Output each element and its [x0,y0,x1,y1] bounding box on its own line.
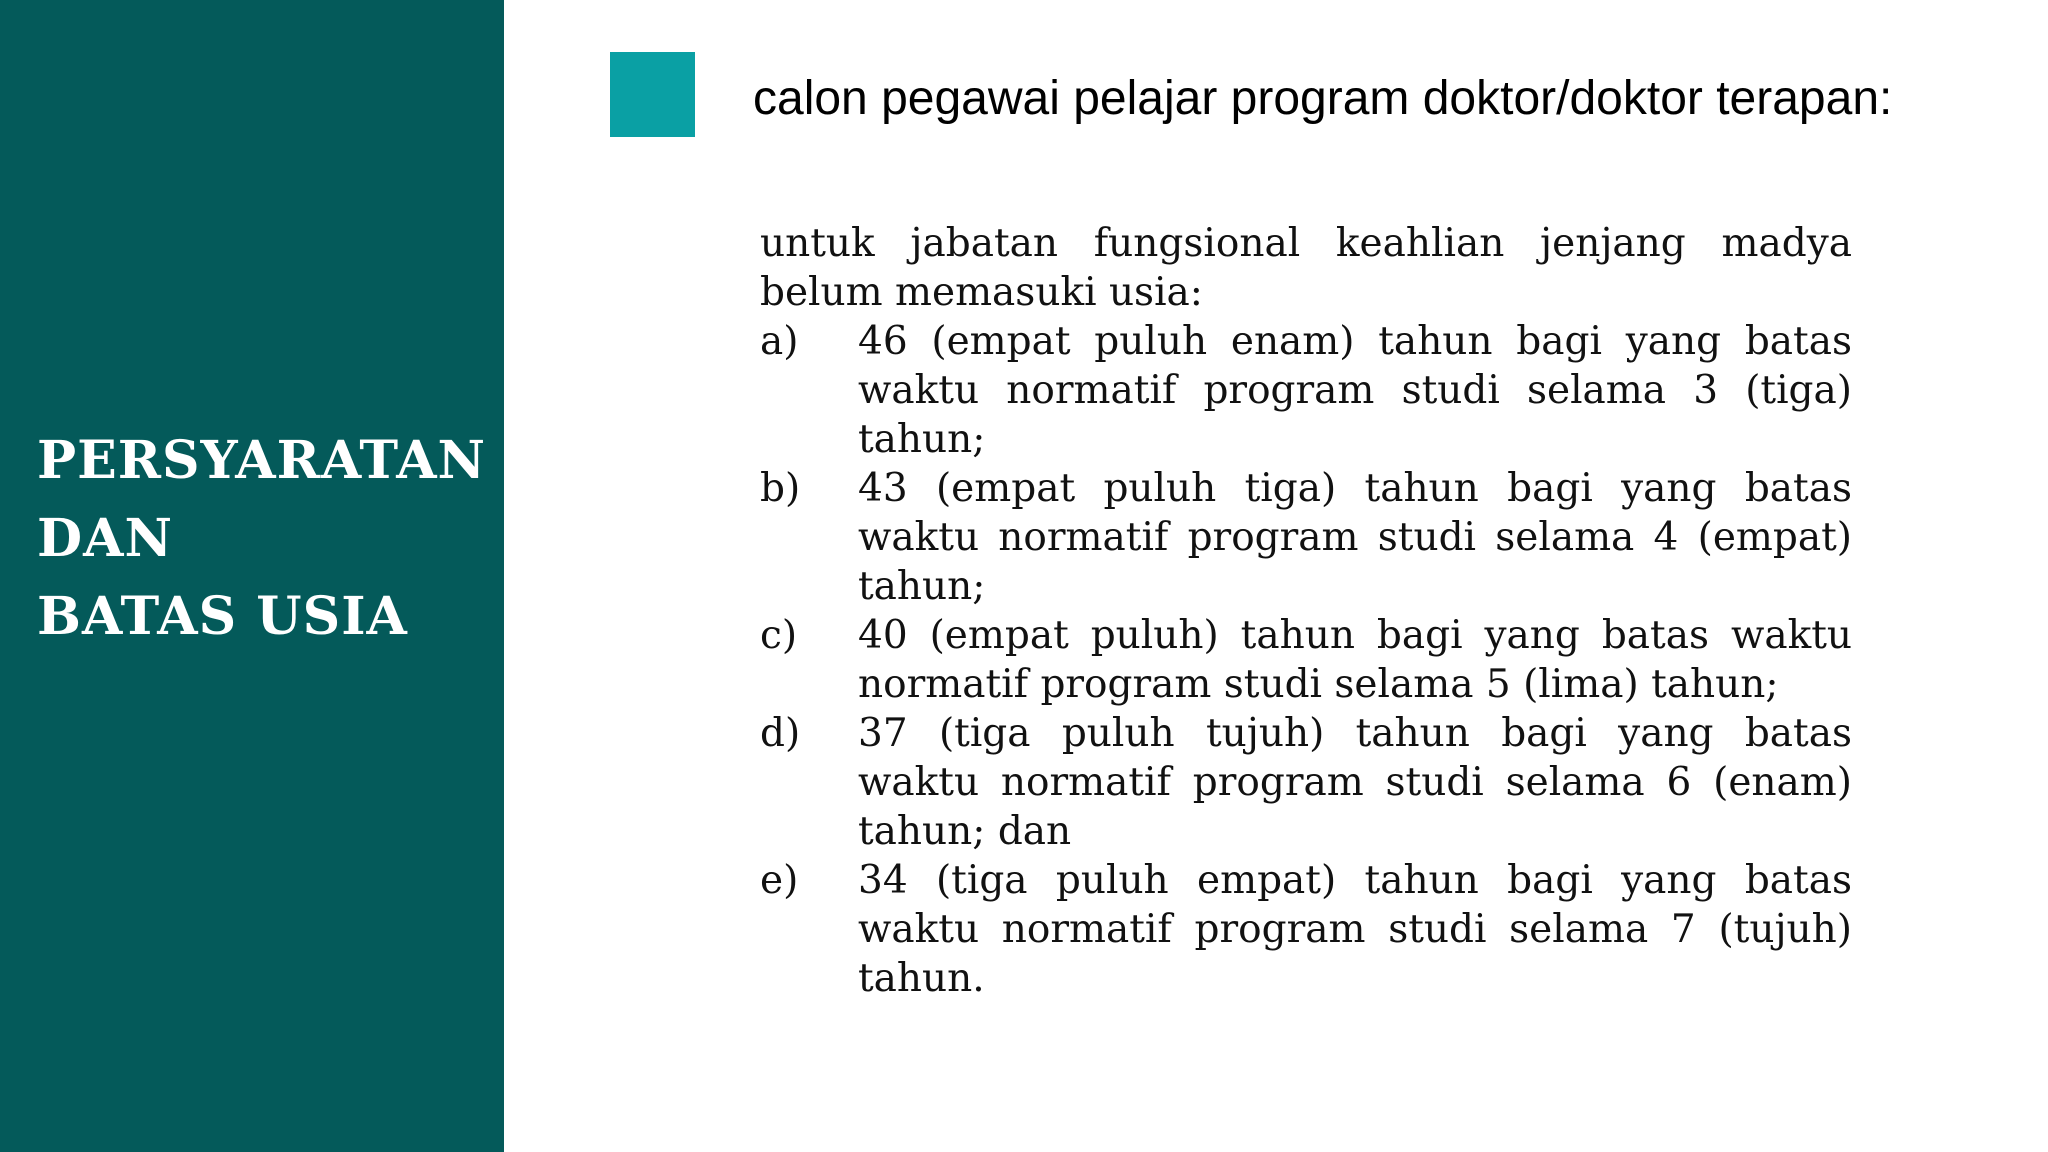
list-item-text: 40 (empat puluh) tahun bagi yang batas waktu normatif program studi selama 5 (lima) tahun; [858,613,1852,707]
list-item-text: 37 (tiga puluh tujuh) tahun bagi yang batas waktu normatif program studi selama 6 (enam) tahun; dan [858,711,1852,854]
list-item [760,709,1852,856]
regulation-excerpt [760,219,1852,1003]
section-title-line: DAN [37,508,173,569]
accent-square [610,52,695,137]
list-item [760,317,1852,464]
list-item [760,856,1852,1003]
slide-heading: calon pegawai pelajar program doktor/doktor terapan: [753,72,1893,125]
list-marker: b) [760,466,801,511]
list-marker: a) [760,319,799,364]
list-item [760,611,1852,709]
sidebar-panel [0,0,504,1152]
list-marker: d) [760,711,801,756]
list-marker: e) [760,858,799,903]
list-item-text: 46 (empat puluh enam) tahun bagi yang batas waktu normatif program studi selama 3 (tiga) tahun; [858,319,1852,462]
section-title [37,422,486,656]
list-marker: c) [760,613,798,658]
section-title-line: PERSYARATAN [37,430,487,491]
excerpt-intro: untuk jabatan fungsional keahlian jenjang madya belum memasuki usia: [760,221,1852,315]
list-item-text: 43 (empat puluh tiga) tahun bagi yang batas waktu normatif program studi selama 4 (empat) tahun; [858,466,1852,609]
section-title-line: BATAS USIA [37,586,408,647]
list-item [760,464,1852,611]
age-requirements-list [760,317,1852,1003]
list-item-text: 34 (tiga puluh empat) tahun bagi yang batas waktu normatif program studi selama 7 (tujuh) tahun. [858,858,1852,1001]
